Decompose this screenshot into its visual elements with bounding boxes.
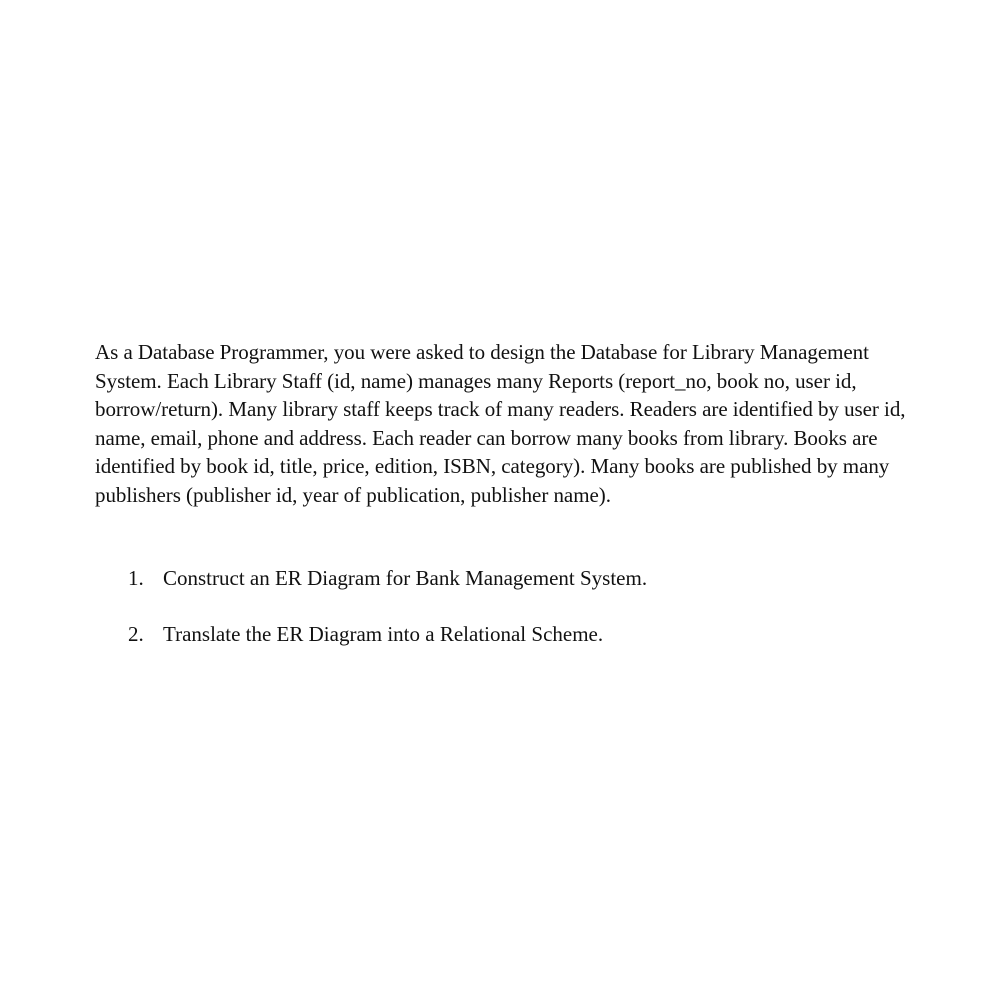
problem-statement [95, 338, 975, 510]
task-number: 2. [128, 622, 144, 646]
task-text: Translate the ER Diagram into a Relational Scheme. [163, 622, 604, 646]
task-number: 1. [128, 566, 144, 590]
paragraph-line: As a Database Programmer, you were asked to design the Database for Library Management [95, 340, 869, 364]
task-item [128, 564, 647, 592]
paragraph-line: publishers (publisher id, year of publication, publisher name). [95, 482, 611, 507]
task-item [128, 620, 647, 648]
paragraph-line: identified by book id, title, price, edition, ISBN, category). Many books are published by many [95, 454, 890, 479]
task-text: Construct an ER Diagram for Bank Management System. [163, 566, 648, 590]
paragraph-line: name, email, phone and address. Each reader can borrow many books from library. Books are [95, 425, 878, 450]
task-list [128, 564, 647, 648]
paragraph-line: borrow/return). Many library staff keeps track of many readers. Readers are identified by user id, [95, 397, 906, 422]
paragraph-line: System. Each Library Staff (id, name) manages many Reports (report_no, book no, user id, [95, 368, 857, 393]
